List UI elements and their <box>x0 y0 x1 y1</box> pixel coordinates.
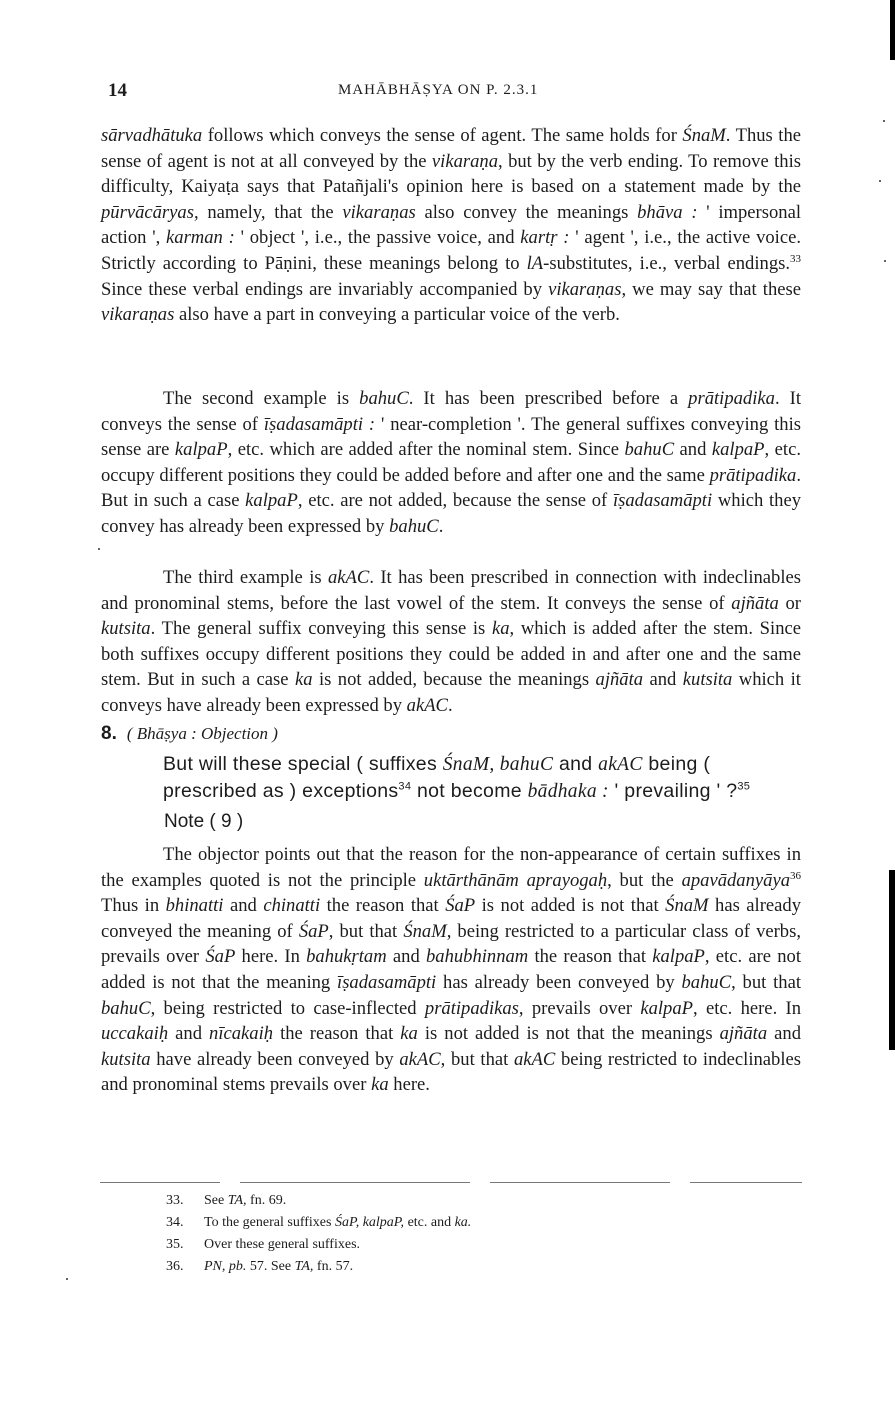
scan-edge-mark <box>890 0 895 60</box>
footnote-35: 35. Over these general suffixes. <box>166 1237 361 1252</box>
section-heading <box>101 723 278 745</box>
footnote-34: 34. To the general suffixes ŚaP, kalpaP, etc. and ka. <box>166 1215 472 1230</box>
page-number: 14 <box>108 80 127 101</box>
footnotes <box>166 1190 766 1278</box>
footnote-33: 33. See TA, fn. 69. <box>166 1193 287 1208</box>
footnote-36: 36. PN, pb. 57. See TA, fn. 57. <box>166 1259 354 1274</box>
footnote-rule <box>490 1182 670 1183</box>
section-title: ( Bhāṣya : Objection ) <box>126 724 278 743</box>
section-number: 8. <box>101 723 117 744</box>
scan-edge-mark <box>889 870 895 1050</box>
note-label: Note ( 9 ) <box>164 811 244 832</box>
paragraph-1: sārvadhātuka follows which conveys the sense of agent. The same holds for ŚnaM. Thus the sense of agent is not at all conveyed by the vikaraṇa, but by the verb ending. To remove this difficulty, Kaiyaṭa says that Patañjali's opinion here is based on a statement made by the pūrvācāryas, namely, that the vikaraṇas also convey the meanings bhāva : ' impersonal action ', karman : ' object ', i.e., the passive voice, and kartṛ : ' agent ', i.e., the active voice. Strictly according to Pāṇini, these meanings belong to lA-substitutes, i.e., verbal endings.$^{33}$ Since these verbal endings are invariably accompanied by vikaraṇas, we may say that these vikaraṇas also have a part in conveying a particular voice of the verb. <box>101 125 801 326</box>
footnote-rule <box>100 1182 220 1183</box>
scan-speck <box>98 548 100 550</box>
paragraph-3: The third example is akAC. It has been prescribed in connection with indeclinables and pronominal stems, before the last vowel of the stem. It conveys the sense of ajñāta or kutsita. The general suffix conveying this sense is ka, which is added after the stem. Since both suffixes occupy different positions they could be added in and after one and the same stem. But in such a case ka is not added, because the meanings ajñāta and kutsita which it conveys have already been expressed by akAC. <box>101 567 802 716</box>
footnote-rule <box>240 1182 470 1183</box>
paragraph-2: The second example is bahuC. It has been prescribed before a prātipadika. It conveys the sense of īṣadasamāpti : ' near-completion '. The general suffixes conveying this sense are kalpaP, etc. which are added after the nominal stem. Since bahuC and kalpaP, etc. occupy different positions they could be added before and after one and the same prātipadika. But in such a case kalpaP, etc. are not added, because the sense of īṣadasamāpti which they convey has already been expressed by bahuC. <box>101 388 801 537</box>
bhasya-text: But will these special ( suffixes ŚnaM, bahuC and akAC being ( prescribed as ) exceptions$^{34}$ not become bādhaka : ' prevailing ' ?$^{35}$ <box>163 753 751 802</box>
scan-speck <box>66 1278 68 1280</box>
paragraph-4: The objector points out that the reason for the non-appearance of certain suffixes in the examples quoted is not the principle uktārthānām aprayogaḥ, but the apavādanyāya$^{36}$ Thus in bhinatti and chinatti the reason that ŚaP is not added is not that ŚnaM has already conveyed the meaning of ŚaP, but that ŚnaM, being restricted to a particular class of verbs, prevails over ŚaP here. In bahukṛtam and bahubhinnam the reason that kalpaP, etc. are not added is not that the meaning īṣadasamāpti has already been conveyed by bahuC, but that bahuC, being restricted to case-inflected prātipadikas, prevails over kalpaP, etc. here. In uccakaiḥ and nīcakaiḥ the reason that ka is not added is not that the meanings ajñāta and kutsita have already been conveyed by akAC, but that akAC being restricted to indeclinables and pronominal stems prevails over ka here. <box>101 844 802 1096</box>
running-title: MAHĀBHĀṢYA ON P. 2.3.1 <box>338 82 539 98</box>
scan-speck <box>883 120 885 122</box>
footnote-rule <box>690 1182 802 1183</box>
scan-speck <box>879 180 881 182</box>
scan-speck <box>884 260 886 262</box>
